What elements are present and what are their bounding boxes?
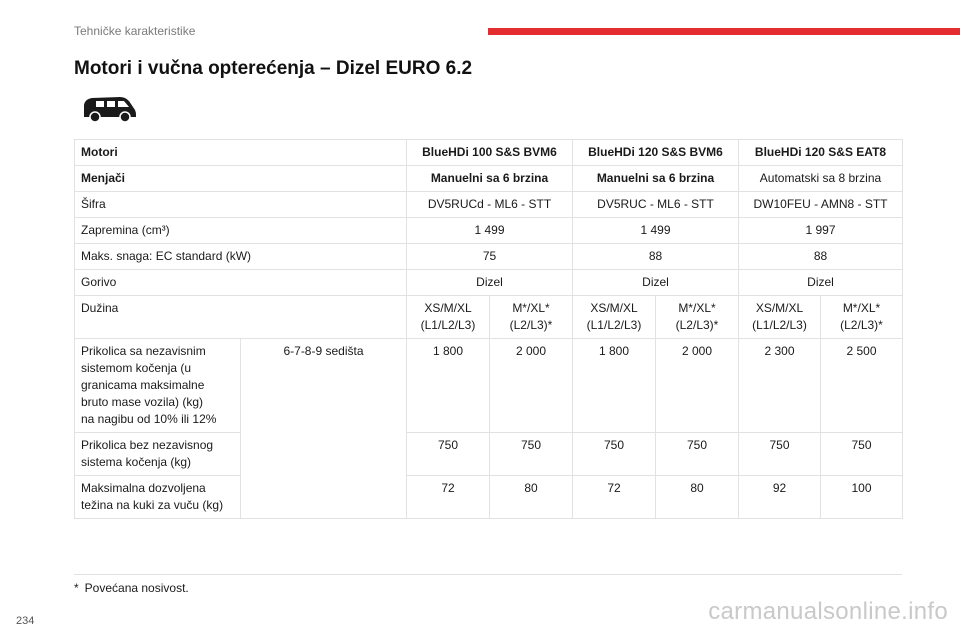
seats-cell: 6-7-8-9 sedišta — [241, 339, 407, 519]
row-label-menjaci: Menjači — [75, 166, 407, 192]
displacement-cell: 1 499 — [407, 218, 573, 244]
table-row-displacement — [75, 218, 903, 244]
table-row-fuel — [75, 270, 903, 296]
footnote-marker: * — [74, 581, 79, 595]
braked-value: 2 000 — [656, 339, 739, 433]
power-cell: 75 — [407, 244, 573, 270]
towball-value: 92 — [739, 476, 821, 519]
accent-bar — [488, 28, 960, 35]
gearbox-cell: Automatski sa 8 brzina — [739, 166, 903, 192]
row-label-sifra: Šifra — [75, 192, 407, 218]
row-label-duzina: Dužina — [75, 296, 407, 339]
engine-header: BlueHDi 100 S&S BVM6 — [407, 140, 573, 166]
unbraked-value: 750 — [573, 433, 656, 476]
engine-spec-table — [74, 139, 903, 519]
braked-value: 1 800 — [573, 339, 656, 433]
footnote-text: Povećana nosivost. — [84, 581, 189, 595]
length-cell: M*/XL* (L2/L3)* — [656, 296, 739, 339]
van-icon — [80, 93, 138, 123]
code-cell: DV5RUCd - ML6 - STT — [407, 192, 573, 218]
gearbox-cell: Manuelni sa 6 brzina — [573, 166, 739, 192]
unbraked-value: 750 — [821, 433, 903, 476]
table-row-engines — [75, 140, 903, 166]
towball-value: 72 — [573, 476, 656, 519]
fuel-cell: Dizel — [407, 270, 573, 296]
page-title: Motori i vučna opterećenja – Dizel EURO 6.2 — [74, 58, 473, 79]
unbraked-value: 750 — [656, 433, 739, 476]
towball-value: 100 — [821, 476, 903, 519]
table-row-unbraked-trailer — [75, 433, 903, 476]
braked-value: 2 500 — [821, 339, 903, 433]
footnote-divider — [74, 574, 902, 575]
power-cell: 88 — [739, 244, 903, 270]
row-label-gorivo: Gorivo — [75, 270, 407, 296]
length-cell: XS/M/XL (L1/L2/L3) — [573, 296, 656, 339]
power-cell: 88 — [573, 244, 739, 270]
fuel-cell: Dizel — [573, 270, 739, 296]
towball-value: 72 — [407, 476, 490, 519]
length-cell: XS/M/XL (L1/L2/L3) — [407, 296, 490, 339]
length-cell: M*/XL* (L2/L3)* — [821, 296, 903, 339]
table-row-codes — [75, 192, 903, 218]
page-number: 234 — [16, 615, 35, 627]
length-cell: M*/XL* (L2/L3)* — [490, 296, 573, 339]
displacement-cell: 1 499 — [573, 218, 739, 244]
row-label-braked-trailer: Prikolica sa nezavisnim sistemom kočenja (u granicama maksimalne bruto mase vozila) (kg) na nagibu od 10% ili 12% — [75, 339, 241, 433]
table-row-braked-trailer — [75, 339, 903, 433]
unbraked-value: 750 — [490, 433, 573, 476]
engine-header: BlueHDi 120 S&S EAT8 — [739, 140, 903, 166]
footnote — [74, 581, 189, 595]
watermark: carmanualsonline.info — [708, 598, 948, 625]
row-label-towball-load: Maksimalna dozvoljena težina na kuki za vuču (kg) — [75, 476, 241, 519]
displacement-cell: 1 997 — [739, 218, 903, 244]
unbraked-value: 750 — [739, 433, 821, 476]
engine-header: BlueHDi 120 S&S BVM6 — [573, 140, 739, 166]
fuel-cell: Dizel — [739, 270, 903, 296]
table-row-length — [75, 296, 903, 339]
row-label-snaga: Maks. snaga: EC standard (kW) — [75, 244, 407, 270]
row-label-unbraked-trailer: Prikolica bez nezavisnog sistema kočenja (kg) — [75, 433, 241, 476]
length-cell: XS/M/XL (L1/L2/L3) — [739, 296, 821, 339]
code-cell: DW10FEU - AMN8 - STT — [739, 192, 903, 218]
gearbox-cell: Manuelni sa 6 brzina — [407, 166, 573, 192]
table-row-gearboxes — [75, 166, 903, 192]
braked-value: 2 300 — [739, 339, 821, 433]
row-label-zapremina: Zapremina (cm³) — [75, 218, 407, 244]
section-label: Tehničke karakteristike — [74, 24, 196, 38]
braked-value: 1 800 — [407, 339, 490, 433]
table-row-power — [75, 244, 903, 270]
code-cell: DV5RUC - ML6 - STT — [573, 192, 739, 218]
unbraked-value: 750 — [407, 433, 490, 476]
braked-value: 2 000 — [490, 339, 573, 433]
row-label-motori: Motori — [75, 140, 407, 166]
table-row-towball-load — [75, 476, 903, 519]
towball-value: 80 — [656, 476, 739, 519]
towball-value: 80 — [490, 476, 573, 519]
